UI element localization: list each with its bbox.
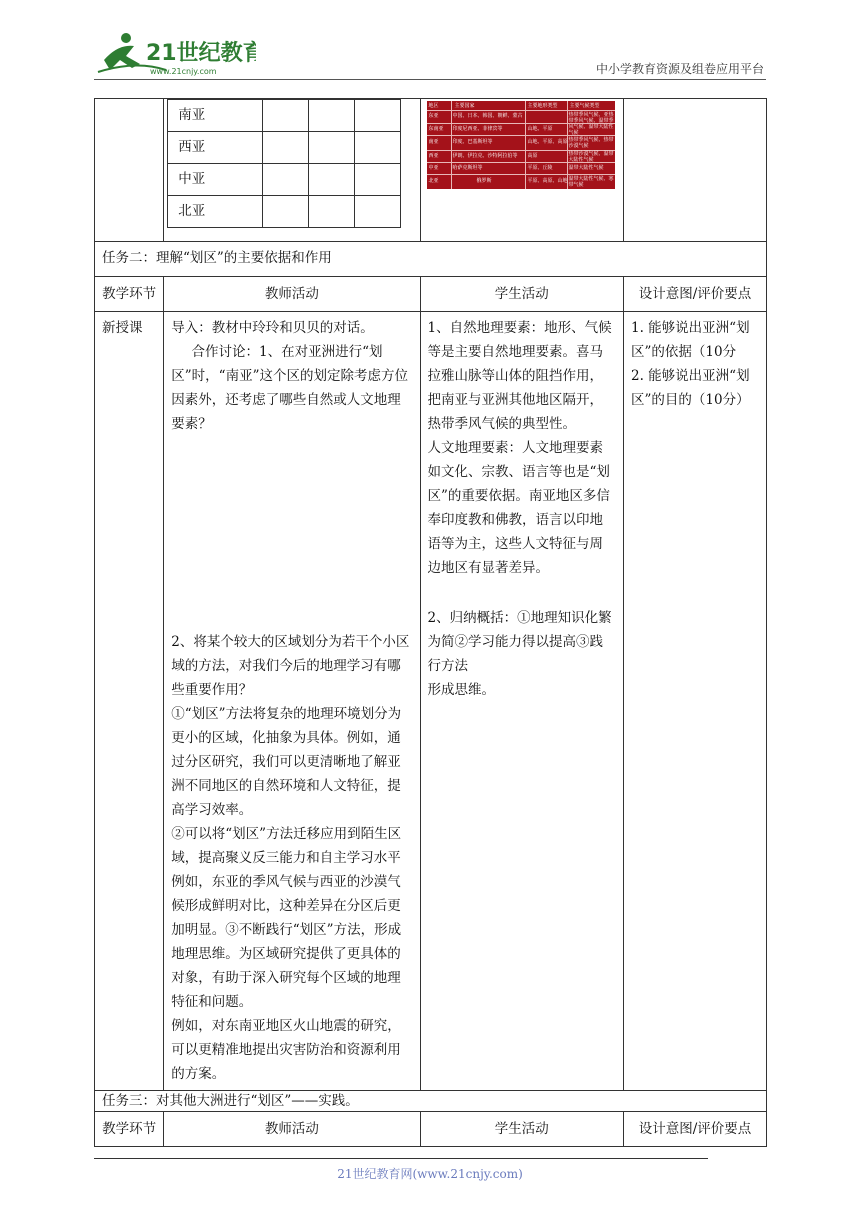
empty-cell xyxy=(624,99,767,242)
task2-title: 任务二：理解“划区”的主要依据和作用 xyxy=(95,242,767,277)
student-natural: 1、自然地理要素：地形、气候等是主要自然地理要素。喜马拉雅山脉等山体的阻挡作用，把南亚与亚洲其他地区隔开，热带季风气候的典型性。 xyxy=(427,320,612,432)
logo-text: 21世纪教育 xyxy=(146,41,256,66)
col-header-teacher: 教师活动 xyxy=(164,277,420,312)
design-point1: 1. 能够说出亚洲“划区”的依据（10分 xyxy=(631,320,750,360)
logo-url: www.21cnjy.com xyxy=(150,67,217,76)
region-label: 南亚 xyxy=(168,100,263,132)
design-point2: 2. 能够说出亚洲“划区”的目的（10分） xyxy=(631,368,750,408)
col-header-design: 设计意图/评价要点 xyxy=(624,1112,767,1147)
task3-title: 任务三：对其他大洲进行“划区”——实践。 xyxy=(95,1091,767,1112)
teacher-intro: 导入：教材中玲玲和贝贝的对话。 xyxy=(171,320,374,336)
task3-row xyxy=(95,1091,767,1112)
new-lesson-row xyxy=(95,312,767,1091)
answer-table-image: 地区 主要国家 主要地形类型 主要气候类型 东亚 中国、日本、韩国、朝鲜、蒙古 热带季风气候、亚热带季风气候、温带季风气候、温带大陆性气候 东南亚 印度尼西亚、菲律宾等 山地、平原 南亚 印度、巴基斯坦等 山地、平原、高原 热带季风气候、热带沙漠气候 西亚 伊朗、伊拉克、沙特阿拉伯等 高原 热带沙漠气候、温带大陆性气候 中亚 哈萨克斯坦等 平原、丘陵 温带大陆性气候 北亚 俄罗斯 平原、高原、山地 温带大陆性气候、寒带气候 xyxy=(428,103,614,188)
region-fill-cell xyxy=(164,99,420,242)
student-activity xyxy=(420,312,623,1091)
teacher-example: 例如，对东南亚地区火山地震的研究，可以更精准地提出灾害防治和资源利用的方案。 xyxy=(171,1018,401,1082)
col-header-design: 设计意图/评价要点 xyxy=(624,277,767,312)
stage-label: 新授课 xyxy=(95,312,164,1091)
empty-cell xyxy=(95,99,164,242)
student-summary: 2、归纳概括：①地理知识化繁为简②学习能力得以提高③践行方法 xyxy=(427,610,612,674)
col-header-stage: 教学环节 xyxy=(95,277,164,312)
student-summary-end: 形成思维。 xyxy=(427,682,496,698)
lesson-table xyxy=(94,98,767,1147)
region-fill-table xyxy=(167,99,401,228)
col-header-teacher: 教师活动 xyxy=(164,1112,420,1147)
logo xyxy=(96,30,256,80)
student-human: 人文地理要素：人文地理要素如文化、宗教、语言等也是“划区”的重要依据。南亚地区多信奉印度教和佛教，语言以印地语等为主，这些人文特征与周边地区有显著差异。 xyxy=(427,440,610,576)
answer-image-cell xyxy=(420,99,623,242)
teacher-point2: ②可以将“划区”方法迁移应用到陌生区域，提高聚义反三能力和自主学习水平例如，东亚的季风气候与西亚的沙漠气候形成鲜明对比，这种差异在分区后更加明显。③不断践行“划区”方法，形成地理思维。为区域研究提供了更具体的对象，有助于深入研究每个区域的地理特征和问题。 xyxy=(171,826,402,1010)
region-row xyxy=(95,99,767,242)
region-label: 北亚 xyxy=(168,196,263,228)
header-divider xyxy=(94,79,766,80)
col-header-student: 学生活动 xyxy=(420,1112,623,1147)
task2-row xyxy=(95,242,767,277)
region-label: 中亚 xyxy=(168,164,263,196)
col-header-stage: 教学环节 xyxy=(95,1112,164,1147)
region-label: 西亚 xyxy=(168,132,263,164)
design-points xyxy=(624,312,767,1091)
col-header-student: 学生活动 xyxy=(420,277,623,312)
teacher-point1: ①“划区”方法将复杂的地理环境划分为更小的区域，化抽象为具体。例如，通过分区研究，我们可以更清晰地了解亚洲不同地区的自然环境和人文特征，提高学习效率。 xyxy=(171,706,402,818)
platform-name: 中小学教育资源及组卷应用平台 xyxy=(595,62,764,76)
footer-divider xyxy=(94,1158,708,1159)
teacher-question2: 2、将某个较大的区域划分为若干个小区域的方法，对我们今后的地理学习有哪些重要作用？ xyxy=(171,634,410,698)
footer-text[interactable]: 21世纪教育网(www.21cnjy.com) xyxy=(337,1167,523,1181)
teacher-activity xyxy=(164,312,420,1091)
column-header-row xyxy=(95,277,767,312)
teacher-discussion: 合作讨论：1、在对亚洲进行“划区”时，“南亚”这个区的划定除考虑方位因素外，还考虑了哪些自然或人文地理要素？ xyxy=(171,344,408,432)
column-header-row-2 xyxy=(95,1112,767,1147)
runner-logo-icon xyxy=(96,30,256,80)
